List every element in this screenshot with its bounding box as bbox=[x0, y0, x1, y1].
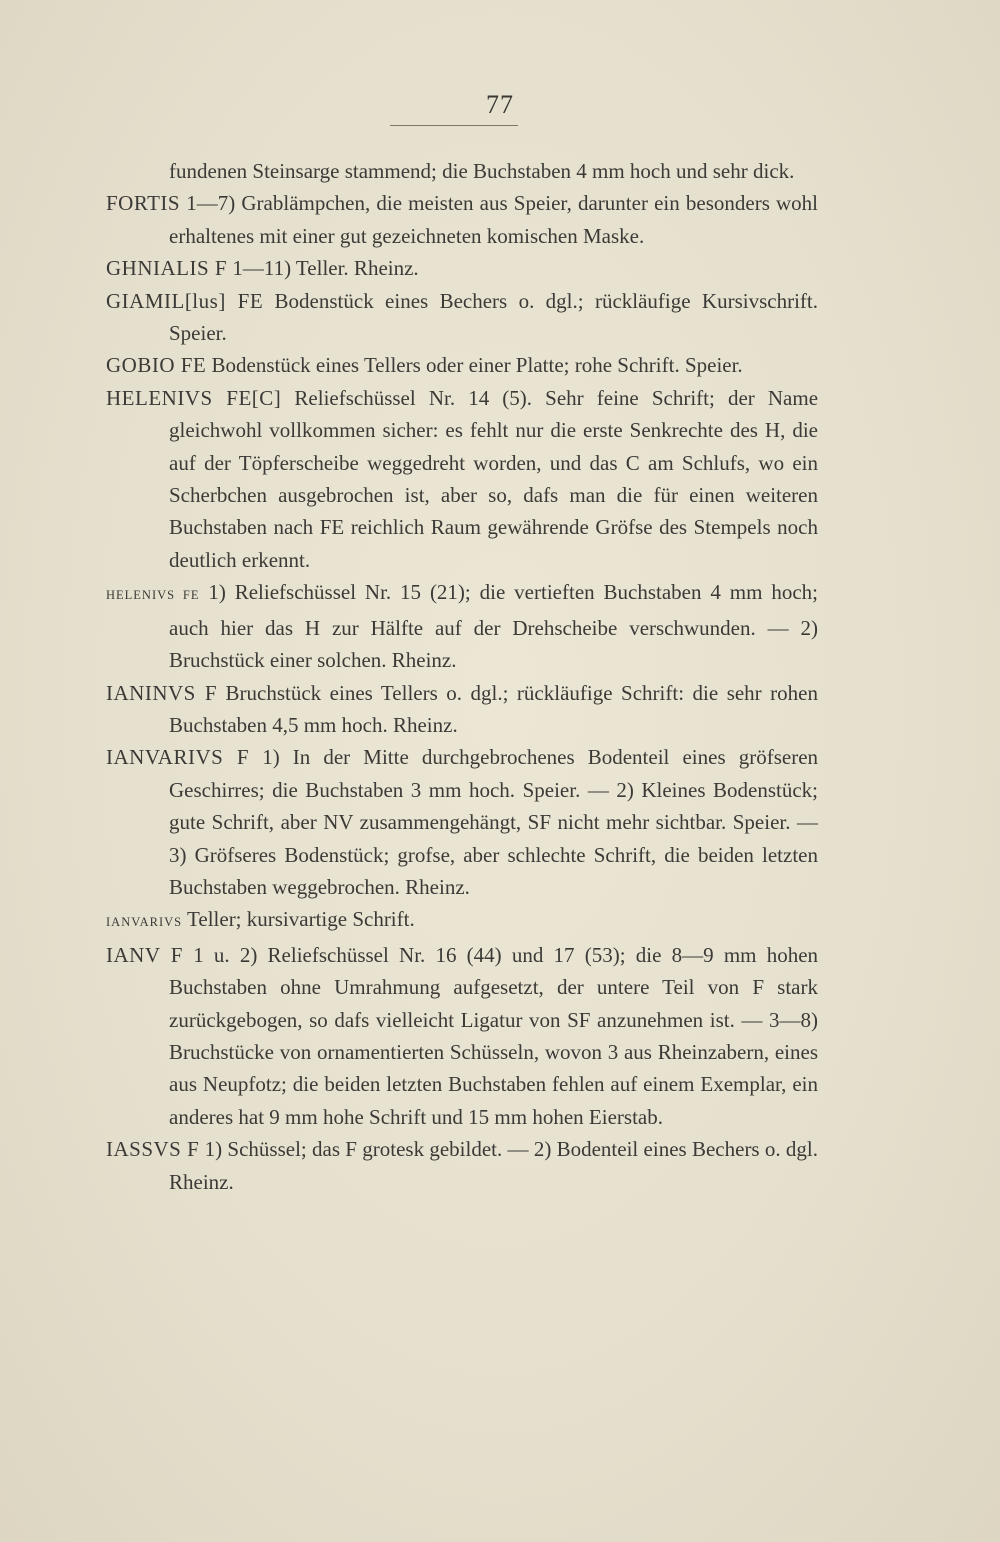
catalog-text bbox=[106, 155, 818, 1198]
entry-lemma: IANVARIVS bbox=[106, 915, 183, 930]
entry-text: 1) Schüssel; das F grotesk gebildet. — 2) Bodenteil eines Bechers o. dgl. Rheinz. bbox=[169, 1137, 819, 1194]
entry-text: fundenen Steinsarge stammend; die Buchstaben 4 mm hoch und sehr dick. bbox=[169, 159, 795, 183]
entry-lemma: IANINVS F bbox=[106, 680, 218, 705]
entry-text: Bruchstück eines Tellers o. dgl.; rückläufige Schrift: die sehr rohen Buchstaben 4,5 mm hoch. Rheinz. bbox=[169, 680, 818, 737]
entry-text: 1—7) Grablämpchen, die meisten aus Speier, darunter ein besonders wohl erhaltenes mit einer gut gezeichneten komischen Maske. bbox=[169, 191, 819, 248]
catalog-entry bbox=[106, 155, 818, 187]
entry-lemma: IANVARIVS F bbox=[106, 745, 250, 770]
entry-lemma: FORTIS bbox=[106, 191, 181, 216]
entry-text: 1—11) Teller. Rheinz. bbox=[232, 256, 419, 281]
catalog-entry bbox=[106, 576, 818, 676]
header-rule bbox=[390, 125, 518, 126]
entry-lemma: IASSVS F bbox=[106, 1137, 200, 1162]
page-number: 77 bbox=[486, 90, 514, 119]
entry-text: Bodenstück eines Bechers o. dgl.; rückläufige Kursivschrift. Speier. bbox=[169, 288, 818, 346]
entry-text: 1) In der Mitte durchgebrochenes Bodenteil eines gröfseren Geschirres; die Buchstaben 3 mm hoch. Speier. — 2) Kleines Bodenstück; gute Schrift, aber NV zusammengehängt, SF nicht mehr sichtbar. Speier. — 3) Gröfseres Bodenstück; grofse, aber schlechte Schrift, die beiden letzten Buchstaben weggebrochen. Rheinz. bbox=[169, 745, 819, 899]
catalog-entry bbox=[106, 903, 818, 938]
entry-text: Bodenstück eines Tellers oder einer Platte; rohe Schrift. Speier. bbox=[211, 353, 743, 378]
entry-text: 1) Reliefschüssel Nr. 15 (21); die vertieften Buchstaben 4 mm hoch; auch hier das H zur Hälfte auf der Drehscheibe verschwunden. — 2) Bruchstück einer solchen. Rheinz. bbox=[169, 580, 818, 673]
entry-lemma: GHNIALIS F bbox=[106, 256, 228, 281]
catalog-entry bbox=[106, 187, 818, 252]
catalog-entry bbox=[106, 1133, 818, 1198]
catalog-entry bbox=[106, 382, 818, 576]
entry-lemma: HELENIVS FE bbox=[106, 588, 200, 603]
entry-lemma: IANV F bbox=[106, 942, 183, 967]
entry-text: Teller; kursivartige Schrift. bbox=[187, 907, 415, 932]
entry-text: Reliefschüssel Nr. 14 (5). Sehr feine Schrift; der Name gleichwohl vollkommen sicher: es fehlt nur die erste Senkrechte des H, die auf der Töpferscheibe weggedreht worden, und das C am Schlufs, wo ein Scherbchen ausgebrochen ist, aber so, dafs man die für einen weiteren Buchstaben nach FE reichlich Raum gewährende Gröfse des Stempels noch deutlich erkennt. bbox=[169, 385, 819, 572]
catalog-entry bbox=[106, 939, 818, 1133]
catalog-entry bbox=[106, 349, 818, 381]
entry-lemma: GIAMIL[lus] FE bbox=[106, 288, 264, 313]
catalog-entry bbox=[106, 677, 818, 742]
entry-lemma: GOBIO FE bbox=[106, 353, 207, 378]
entry-lemma: HELENIVS FE[C] bbox=[106, 385, 282, 410]
catalog-entry bbox=[106, 252, 818, 284]
catalog-entry bbox=[106, 285, 818, 350]
catalog-entry bbox=[106, 741, 818, 903]
entry-text: 1 u. 2) Reliefschüssel Nr. 16 (44) und 17 (53); die 8—9 mm hohen Buchstaben ohne Umrahmung aufgesetzt, der untere Teil von F stark zurückgebogen, so dafs vielleicht Ligatur von SF anzunehmen ist. — 3—8) Bruchstücke von ornamentierten Schüsseln, wovon 3 aus Rheinzabern, eines aus Neupfotz; die beiden letzten Buchstaben fehlen auf einem Exemplar, ein anderes hat 9 mm hohe Schrift und 15 mm hohen Eierstab. bbox=[169, 942, 819, 1129]
